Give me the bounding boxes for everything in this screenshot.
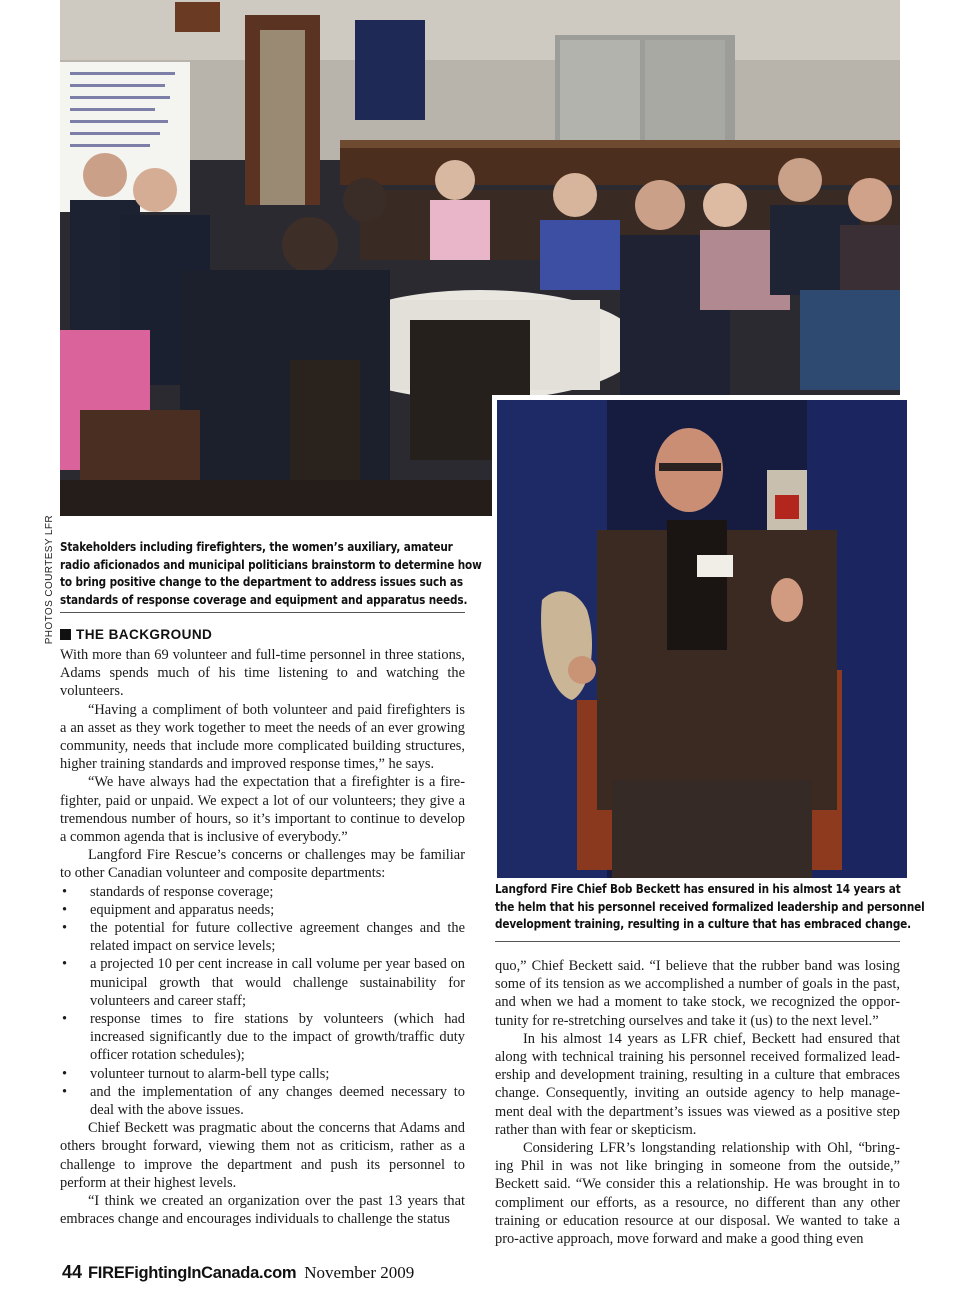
- list-item: • equipment and apparatus needs;: [60, 901, 465, 919]
- paragraph: With more than 69 volunteer and full-time personnel in three stations, Adams spends much of his time listening to and watching the volunteers.: [60, 647, 465, 700]
- page-number: 44: [62, 1262, 83, 1282]
- caption-line: development training, resulting in a culture that has embraced change.: [495, 917, 912, 931]
- paragraph: quo,” Chief Beckett said. “I believe that the rubber band was losing some of its tension as we accomplished a number of goals in the past, and when we had a moment to take stock, we recognized the oppor-tunity for re-stretching ourselves and take it (us) to the next level.”: [495, 958, 900, 1029]
- list-item: • standards of response coverage;: [60, 883, 465, 901]
- list-item: • and the implementation of any changes deemed necessary to deal with the above issues.: [60, 1083, 465, 1119]
- paragraph: “I think we created an organization over the past 13 years that embraces change and encourages individuals to challenge the status: [60, 1193, 465, 1228]
- photo-credit: PHOTOS COURTESY LFR: [44, 515, 55, 645]
- square-bullet-icon: [60, 629, 71, 640]
- list-item: • volunteer turnout to alarm-bell type calls;: [60, 1065, 465, 1083]
- list-item: • the potential for future collective agreement changes and the related impact on service levels;: [60, 919, 465, 955]
- photo-caption-meeting: [60, 539, 482, 609]
- section-heading-text: THE BACKGROUND: [76, 627, 213, 642]
- paragraph: Langford Fire Rescue’s concerns or challenges may be familiar to other Canadian volunteer and composite departments:: [60, 847, 465, 882]
- caption-divider: [495, 941, 900, 942]
- concerns-list: [60, 883, 465, 1120]
- list-item: • response times to fire stations by volunteers (which had increased significantly due to the impact of growth/traffic duty officer rotation schedules);: [60, 1010, 465, 1065]
- paragraph: Chief Beckett was pragmatic about the concerns that Adams and others brought forward, viewing them not as criticism, rather as a challenge to improve the department and push its personnel to perform at their highest levels.: [60, 1120, 465, 1191]
- section-heading: [60, 627, 212, 642]
- issue-date: November 2009: [304, 1263, 415, 1282]
- fire-chief-photo: [492, 395, 907, 878]
- article-column-left: [60, 646, 465, 1229]
- caption-divider: [60, 612, 465, 613]
- caption-line: standards of response coverage and equipment and apparatus needs.: [60, 592, 468, 607]
- caption-line: the helm that his personnel received formalized leadership and personnel: [495, 899, 925, 914]
- paragraph: Considering LFR’s longstanding relationship with Ohl, “bring-ing Phil in was not like bringing in someone from the outside,” Beckett said. “We consider this a relationship. He was brought in to compliment our efforts, as a resource, no different than any other training or education resource at our disposal. We wanted to take a pro-active approach, move forward and make a good thing even: [495, 1140, 900, 1248]
- caption-line: to bring positive change to the department to address issues such as: [60, 575, 463, 589]
- caption-line: Stakeholders including firefighters, the women’s auxiliary, amateur: [60, 540, 453, 554]
- magazine-site: FIREFightingInCanada.com: [88, 1264, 297, 1282]
- paragraph: “Having a compliment of both volunteer and paid firefighters is a an asset as they work together to meet the needs of an ever growing community, needs that include more complicated building structures, higher training standards and improved response times,” he says.: [60, 701, 465, 773]
- caption-line: radio aficionados and municipal politicians brainstorm to determine how: [60, 557, 482, 572]
- caption-line: Langford Fire Chief Bob Beckett has ensured in his almost 14 years at: [495, 882, 901, 896]
- page-footer: [62, 1262, 414, 1283]
- paragraph: In his almost 14 years as LFR chief, Beckett had ensured that along with technical training his personnel received formalized lead-ership and development training, resulting in a culture that embraces change. Consequently, inviting an outside agency to help manage-ment deal with the department’s issues was viewed as a positive step rather than with fear or skepticism.: [495, 1030, 900, 1138]
- article-column-right: [495, 957, 900, 1248]
- paragraph: “We have always had the expectation that a firefighter is a fire-fighter, paid or unpaid. We expect a lot of our volunteers; they give a tremendous number of hours, so it’s important to continue to develop a common agenda that is inclusive of everybody.”: [60, 774, 465, 846]
- photo-caption-chief: [495, 881, 925, 934]
- list-item: • a projected 10 per cent increase in call volume per year based on municipal growth that would challenge sustainability for volunteers and career staff;: [60, 955, 465, 1010]
